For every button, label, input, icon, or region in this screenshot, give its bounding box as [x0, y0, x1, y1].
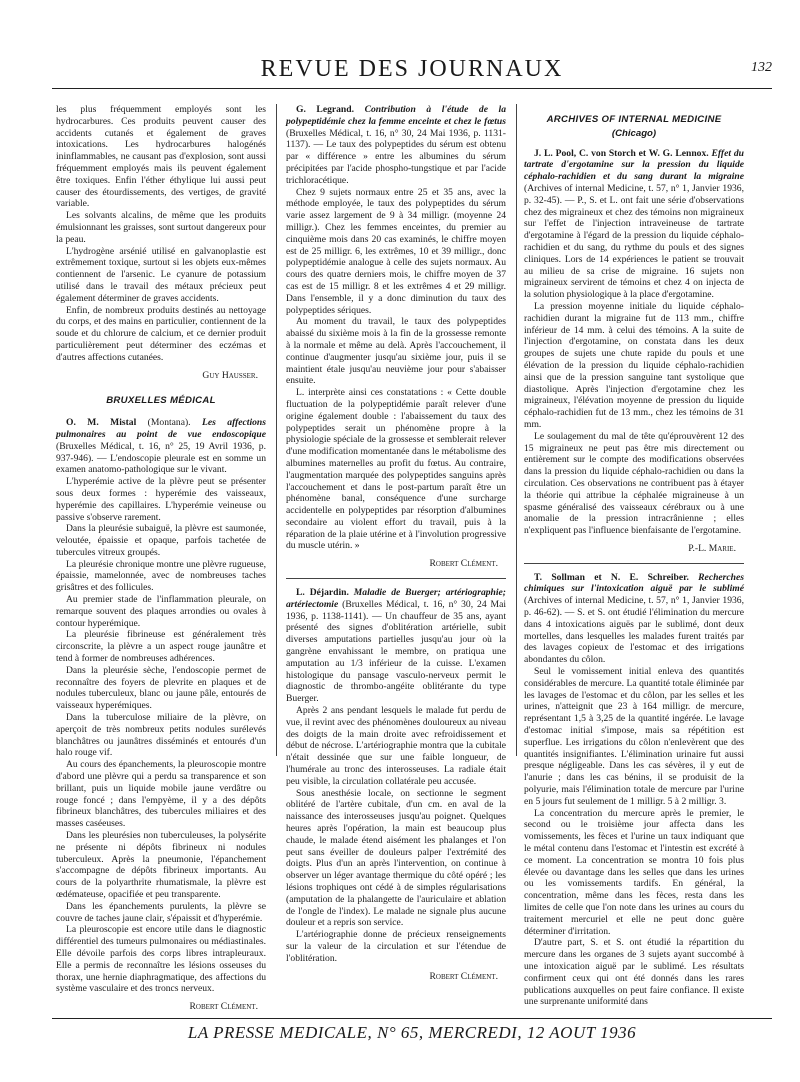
article-reference: (Bruxelles Médical, t. 16, n° 25, 19 Avril 1936, p. 937-946). — L'endoscopie pleurale est en somme un examen anatomo-pathologique sur le vivant.	[56, 440, 266, 476]
paragraph: Au moment du travail, le taux des polypeptides abaissé du sixième mois à la fin de la grossesse remonte à la normale et même au delà. Après l'accouchement, il continue d'augmenter jusqu'au sixième jour, puis il se maintient étale jusqu'au neuvième jour pour s'abaisser ensuite.	[286, 316, 506, 387]
paragraph: La pleurésie fibrineuse est généralement très circonscrite, la plèvre a un aspect rouge jaunâtre et tend à former de nombreuses adhérences.	[56, 629, 266, 665]
article-intro	[56, 417, 266, 476]
article-author-note: (Montana).	[136, 417, 202, 429]
paragraph: Sous anesthésie locale, on sectionne le segment oblitéré de l'artère cubitale, d'un cm. en aval de la naissance des interosseuses jusqu'au poignet. Quelques heures après l'opération, la main est beaucoup plus chaude, le malade étend aisément les phalanges et l'on peut sans éveiller de douleurs palper l'extrémité des doigts. Plus d'un an après l'intervention, on continue à observer un léger avantage thermique du côté opéré ; les lésions trophiques ont cédé à de simples régularisations (amputation de la phalangette de l'auriculaire et ablation de l'ongle de l'index). Le malade ne signale plus aucune douleur et a repris son service.	[286, 787, 506, 929]
article-title: Les affections pulmonaires au point de vue endoscopique	[56, 417, 266, 440]
paragraph: Les solvants alcalins, de même que les produits émulsionnant les graisses, sont surtout dangereux pour la peau.	[56, 210, 266, 245]
paragraph: Seul le vomissement initial enleva des quantités considérables de mercure. La quantité totale éliminée par les lavages de l'estomac et du côlon, par les selles et les urines, n'atteignit que 23 à 164 milligr. de mercure, représentant 1,5 à 3,25 de la quantité ingérée. Le lavage d'estomac initial s'impose, mais sa répétition est superflue. Les irrigations du côlon n'enlevèrent que des quantités insignifiantes. L'élimination urinaire fut aussi presque négligeable. Dans les cas sévères, il y eut de l'anurie ; dans les cas bénins, il se produisit de la polyurie, mais l'élimination totale de mercure par l'urine en 5 jours fut seulement de 1 milligr. 5 à 2 milligr. 3.	[524, 666, 744, 807]
paragraph: Au premier stade de l'inflammation pleurale, on remarque souvent des plaques arrondies ou ovales à contour hyperémique.	[56, 594, 266, 629]
article-reference: (Archives of internal Medicine, t. 57, n° 1, Janvier 1936, p. 46-62). — S. et S. ont étudié l'élimination du mercure dans 4 intoxications aiguës par le sublimé, dont deux mortelles, dans lesquelles les malades furent traités par des lavages copieux de l'estomac et des irrigations abondantes du côlon.	[524, 595, 744, 666]
paragraph: Dans les pleurésies non tuberculeuses, la polysérite ne présente ni dépôts fibrineux ni nodules tuberculeux. Après la pneumonie, l'épanchement s'accompagne de dépôts fibrineux importants. Au cours de la polyarthrite rhumatismale, la plèvre est œdémateuse, opacifiée et peu transparente.	[56, 830, 266, 900]
paragraph: Dans la tuberculose miliaire de la plèvre, on aperçoit de très nombreux petits nodules surélevés blanchâtres ou jaunâtres disséminés et entourés d'un halo rouge vif.	[56, 712, 266, 759]
paragraph: Chez 9 sujets normaux entre 25 et 35 ans, avec la méthode employée, le taux des polypeptides du sérum varie assez largement de 9 à 34 milligr. (moyenne 24 milligr.). Chez les femmes enceintes, du premier au cinquième mois dans 20 cas examinés, le chiffre moyen est de 25 milligr. 6, les extrêmes, 10 et 39 milligr., donc polypeptidémie analogue à celle des sujets normaux. Au cours des quatre derniers mois, le chiffre moyen de 37 cas est de 15 milligr. 8 et les extrêmes 4 et 29 milligr. Dans l'ensemble, il y a donc diminution du taux des polypeptides sériques.	[286, 186, 506, 316]
section-heading: BRUXELLES MÉDICAL	[106, 395, 216, 407]
paragraph: Enfin, de nombreux produits destinés au nettoyage du corps, et des mains en particulier, contiennent de la soude et du chlorure de calcium, et ce dernier produit particulièrement peut déterminer des eczémas et d'autres affections cutanées.	[56, 304, 266, 363]
paragraph: D'autre part, S. et S. ont étudié la répartition du mercure dans les organes de 3 sujets ayant succombé à une intoxication aiguë par le sublimé. Les résultats confirment ceux qui ont été donnés dans les rares publications auxquelles on peut faire confiance. Il existe une surprenante uniformité dans	[524, 937, 744, 1008]
article-title: Maladie de Buerger; artériographie; artériectomie	[286, 587, 506, 610]
article-author: T. Sollman et N. E. Schreiber.	[534, 571, 689, 583]
paragraph: La pleuroscopie est encore utile dans le diagnostic différentiel des tumeurs pulmonaires ou médiastinales. Elle dévoile parfois des corps libres intrapleuraux. Elle a permis de reconnaître les lésions osseuses du thorax, une hernie diaphragmatique, des affections du système vasculaire et des troncs nerveux.	[56, 924, 266, 995]
article-title: Contribution à l'étude de la polypeptidémie chez la femme enceinte et chez le fœtus	[286, 104, 507, 127]
article-author: O. M. Mistal	[66, 417, 137, 429]
article-intro	[286, 104, 506, 187]
article-intro	[524, 572, 744, 666]
signature: Guy Hausser.	[202, 369, 258, 381]
article-reference: (Bruxelles Médical, t. 16, n° 30, 24 Mai 1936, p. 1131-1137). — Le taux des polypeptides du sérum est obtenu par « différence » entre les albumines du sérum précipitées par l'acide phospho-tungstique et par l'acide trichloracétique.	[286, 127, 506, 186]
article-divider	[286, 578, 506, 579]
paragraph: Dans la pleurésie sèche, l'endoscopie permet de reconnaître des foyers de plevrite en plaques et de nodules tuberculeux, blanc ou jaune pâle, entourés de vaisseaux hyperémiques.	[56, 664, 266, 712]
paragraph: Dans les épanchements purulents, la plèvre se couvre de taches jaune clair, s'épaissit et d'hyperémie.	[56, 900, 266, 924]
article-author: L. Déjardin.	[296, 587, 349, 599]
paragraph: L. interprète ainsi ces constatations : « Cette double fluctuation de la polypeptidémie paraît relever d'une origine également double : l'abaissement du taux des polypeptides serait un phénomène propre à la physiologie spéciale de la grossesse et semblerait relever d'une modification momentanée dans le métabolisme des albumines maternelles au profit du fœtus. Au contraire, l'augmentation marquée des polypeptides sanguins après l'accouchement et dans le post-partum paraît être un phénomène banal, conséquence d'une surcharge accidentelle en polypeptides par résorption d'albumines secondaire au violent effort du travail, puis à la réparation de la plaie utérine et à l'involution progressive du muscle utérin. »	[286, 387, 506, 552]
journal-title: REVUE DES JOURNAUX	[260, 56, 564, 82]
paragraph: Au cours des épanchements, la pleuroscopie montre d'abord une plèvre qui a perdu sa transparence et son brillant, puis un liquide mobile jaune verdâtre ou rouge foncé ; dans l'empyème, il y a des dépôts fibrineux blanchâtres, des tubercules miliaires et des masses caséeuses.	[56, 759, 266, 830]
section-subheading: (Chicago)	[611, 127, 657, 139]
article-title: Effet du tartrate d'ergotamine sur la pression du liquide céphalo-rachidien et du sang durant la migraine	[524, 147, 745, 183]
signature: P.-L. Marie.	[688, 542, 736, 554]
column-left	[56, 104, 266, 1021]
article-reference: (Bruxelles Médical, t. 16, n° 30, 24 Mai 1936, p. 1138-1141). — Un chauffeur de 35 ans, ayant présenté des signes d'oblitération artérielle, subit diverses amputations partielles jusqu'au jour où la gangrène envahissant le membre, on pratiqua une amputation au 1/3 inférieur de la cuisse. L'examen histologique du pansage vasculo-nerveux permit le diagnostic de thrombo-angéite oblitérante du type Buerger.	[286, 598, 506, 705]
page-number: 132	[751, 60, 772, 75]
article-author: G. Legrand.	[296, 104, 355, 115]
article-intro	[524, 148, 744, 301]
paragraph: L'hyperémie active de la plèvre peut se présenter sous deux formes : hyperémie des vaisseaux, hyperémie des capillaires. L'hyperémie veineuse ou passive s'observe rarement.	[56, 476, 266, 523]
section-heading: ARCHIVES OF INTERNAL MEDICINE	[546, 114, 722, 125]
article-title: Recherches chimiques sur l'intoxication aiguë par le sublimé	[524, 571, 744, 595]
paragraph: L'hydrogène arsénié utilisé en galvanoplastie est extrêmement toxique, surtout si les objets eux-mêmes contiennent de l'arsenic. Le cyanure de potassium utilisé dans le travail des métaux précieux peut également déterminer de graves accidents.	[56, 245, 266, 304]
column-divider	[516, 104, 517, 756]
column-middle	[286, 104, 506, 990]
paragraph: Après 2 ans pendant lesquels le malade fut perdu de vue, il revint avec des phénomènes douloureux au niveau des doigts de la main droite avec refroidissement et début de nécrose. L'artériographie montra que la cubitale n'était dessinée que sur une faible longueur, de l'humérale au tronc des interosseuses. La radiale était peu visible, la circulation collatérale peu accusée.	[286, 705, 506, 787]
page-footer	[52, 1018, 772, 1045]
paragraph: La pression moyenne initiale du liquide céphalo-rachidien durant la migraine fut de 113 mm., chiffre inférieur de 14 mm. à celui des témoins. A la suite de l'injection d'ergotamine, on constata dans les deux groupes de sujets une chute rapide du pouls et une élévation de la pression du liquide céphalo-rachidien ainsi que de la pression sanguine tant systolique que diastolique. Après l'injection d'ergotamine chez les migraineux, l'élévation moyenne de pression du liquide céphalo-rachidien fut de 13 mm., chez les témoins de 31 mm.	[524, 300, 744, 430]
paragraph: La pleurésie chronique montre une plèvre rugueuse, épaissie, mamelonnée, avec de nombreuses taches grisâtres et des follicules.	[56, 558, 266, 594]
footer-publication-line: LA PRESSE MEDICALE, N° 65, MERCREDI, 12 AOUT 1936	[187, 1023, 637, 1042]
signature: Robert Clément.	[189, 1001, 258, 1013]
paragraph: La concentration du mercure après le premier, le second ou le troisième jour affecta dans les vomissements, les fèces et l'urine un taux indiquant que le métal contenu dans l'estomac et l'intestin est excrété à ce moment. La concentration se montra 10 fois plus élevée ou davantage dans les selles que dans les urines ou les vomissements tardifs. En général, la concentration, même dans les fèces, resta dans les limites de celle que l'on note dans les urines au cours du traitement mercuriel et elle ne peut donc guère déterminer d'irritation.	[524, 807, 744, 937]
column-right	[524, 104, 744, 1008]
article-intro	[286, 587, 506, 705]
paragraph: Le soulagement du mal de tête qu'éprouvèrent 12 des 15 migraineux ne peut pas être mis directement ou entièrement sur le compte des modifications observées dans la pression du liquide céphalo-rachidien ou dans la circulation. Ces observations ne contribuent pas à étayer la théorie qui attribue la céphalée migraineuse à un spasme généralisé des vaisseaux cérébraux ou à une anomalie de la pression intracrânienne ; elles n'expliquent pas l'influence bienfaisante de l'ergotamine.	[524, 430, 744, 537]
column-divider	[276, 104, 277, 756]
paragraph: les plus fréquemment employés sont les hydrocarbures. Ces produits peuvent causer des accidents cutanés et également de graves intoxications. Les hydrocarbures halogénés ininflammables, ne causant pas d'explosion, sont aussi fréquemment employés mais ils peuvent également être toxiques. Enfin l'éther éthylique lui aussi peut causer des étourdissements, des vertiges, de gravité variable.	[56, 104, 266, 210]
page-header	[52, 52, 772, 89]
signature: Robert Clément.	[429, 558, 498, 570]
article-divider	[524, 563, 744, 564]
article-author: J. L. Pool, C. von Storch et W. G. Lennox.	[534, 147, 709, 159]
signature: Robert Clément.	[429, 970, 498, 982]
paragraph: L'artériographie donne de précieux renseignements sur la valeur de la circulation et sur l'étendue de l'oblitération.	[286, 929, 506, 964]
article-reference: (Archives of internal Medicine, t. 57, n° 1, Janvier 1936, p. 32-45). — P., S. et L. ont fait une série d'observations chez des migraineux et chez des témoins non migraineux sur l'effet de l'injection intraveineuse de tartrate d'ergotamine à l'égard de la pression du liquide céphalo-rachidien et du sang, du rythme du pouls et des signes cliniques. Lors de 14 expériences le patient se trouvait au milieu de sa crise de migraine. 16 sujets non migraineux servirent de témoins et chez 4 on injecta de la solution physiologique à la place d'ergotamine.	[524, 182, 744, 301]
paragraph: Dans la pleurésie subaiguë, la plèvre est saumonée, veloutée, épaissie et opaque, parfois tachetée de tubercules vitreux groupés.	[56, 523, 266, 558]
